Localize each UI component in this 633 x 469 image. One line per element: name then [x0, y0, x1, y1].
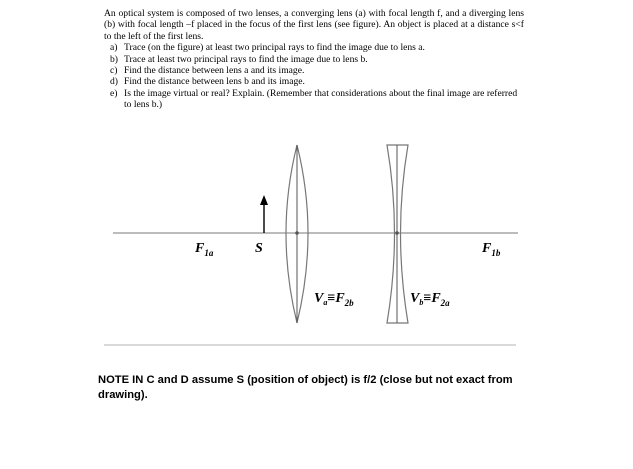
object-arrow-head — [260, 195, 268, 205]
vertex-b-dot — [395, 231, 399, 235]
problem-intro: An optical system is composed of two lenses, a converging lens (a) with focal length f, and a diverging lens (b) with focal length –f placed in the focus of the first lens (see figure). An object is placed at a distance s<f to the left of the first lens. — [104, 8, 524, 42]
vertex-b-label: $V_b\equiv F_{2a}$ — [410, 291, 450, 308]
part-b: b) Trace at least two principal rays to find the image due to lens b. — [110, 53, 368, 65]
focus-f1b-label: $F_{1b}$ — [482, 241, 501, 258]
part-a: a) Trace (on the figure) at least two principal rays to find the image due to lens a. — [110, 42, 425, 54]
object-s-label: S — [255, 241, 263, 256]
note-text: NOTE IN C and D assume S (position of object) is f/2 (close but not exact from drawing). — [98, 374, 513, 401]
vertex-a-label: $V_a\equiv F_{2b}$ — [314, 291, 354, 308]
vertex-a-dot — [295, 231, 299, 235]
part-d: d) Find the distance between lens b and its image. — [110, 76, 305, 88]
focus-f1a-label: $F_{1a}$ — [195, 241, 214, 258]
part-e: e) Is the image virtual or real? Explain. (Remember that considerations about the final image are referred to lens b.) — [110, 87, 518, 111]
part-c: c) Find the distance between lens a and its image. — [110, 65, 305, 77]
